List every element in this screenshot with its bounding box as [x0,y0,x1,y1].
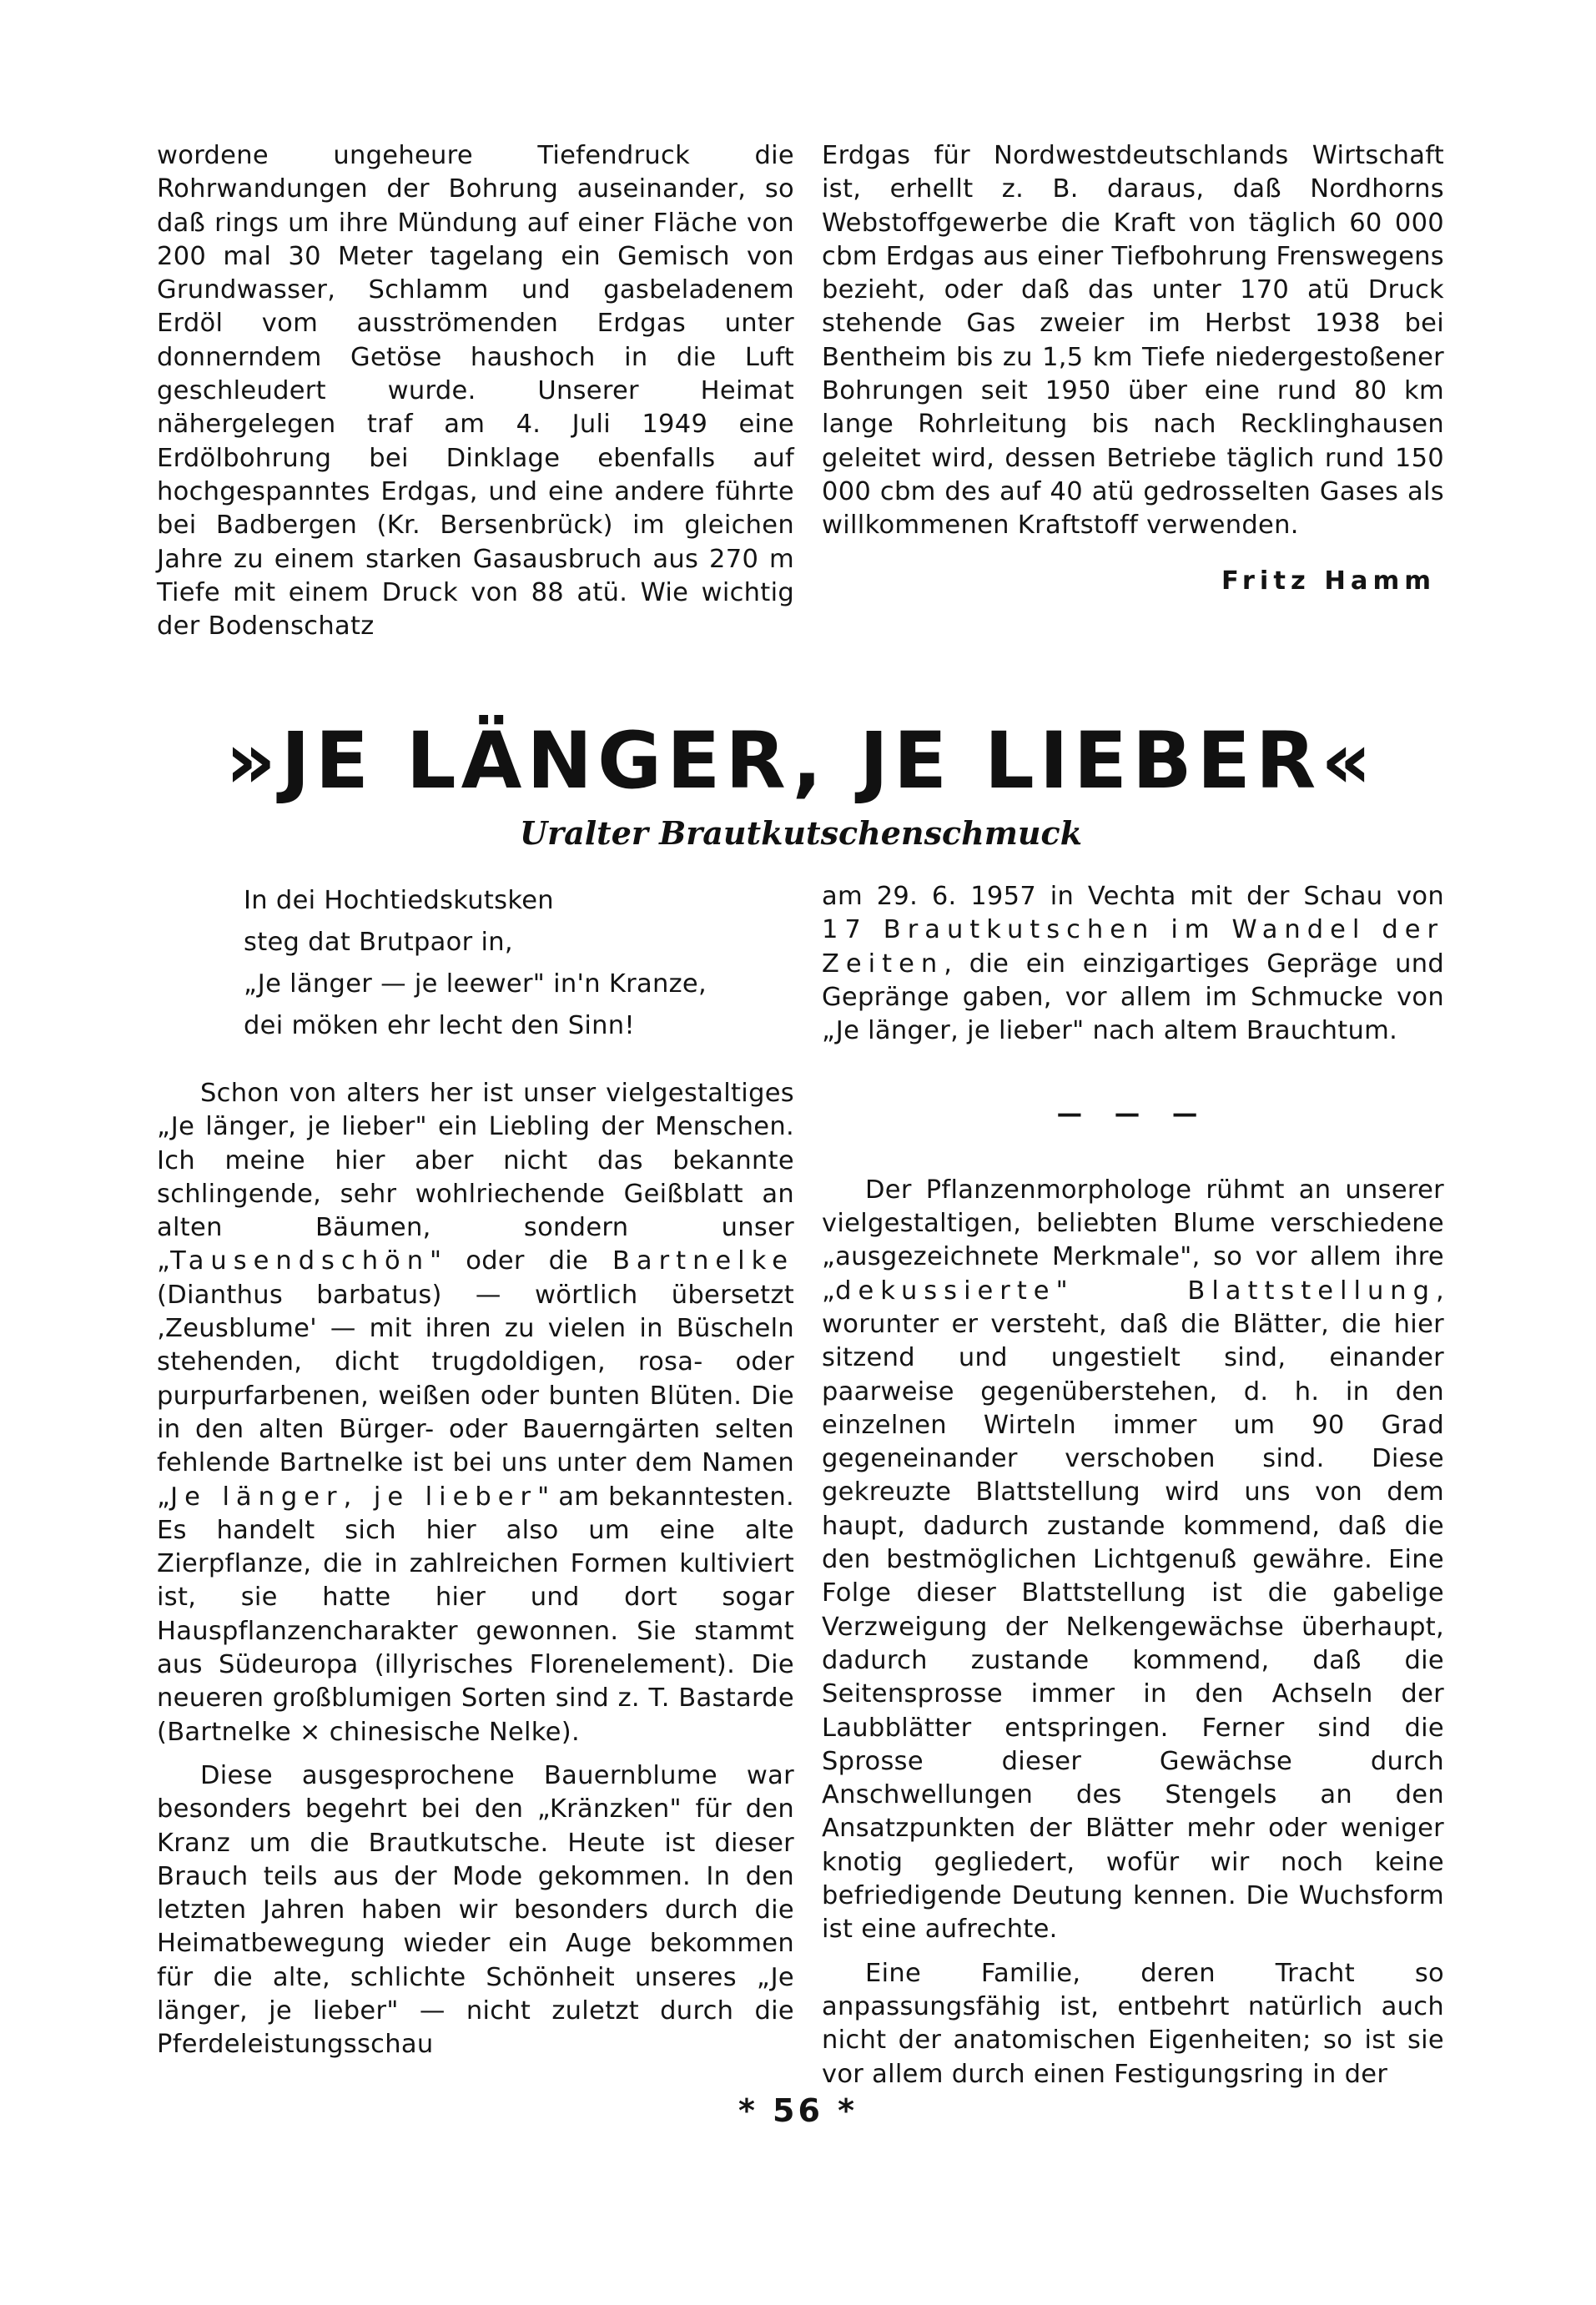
verse-line: In dei Hochtiedskutsken [244,886,554,915]
text-run: (Dianthus barbatus) — wörtlich übersetzt ‚Zeusblume' — mit ihren zu vielen in Büscheln stehenden, dicht trugdoldigen, rosa- oder purpurfarbenen, weißen oder bunten Blüten. Die in den alten Bürger- oder Bauerngärten selten fehlende Bartnelke ist bei uns unter dem Namen „ [157,1280,794,1512]
body-paragraph [157,1077,794,1749]
top-left-column [157,139,794,643]
verse-line: steg dat Brutpaor in, [244,928,513,957]
article-headline: »JE LÄNGER, JE LIEBER« [225,716,1377,807]
body-paragraph: Eine Familie, deren Tracht so anpassungsfähig ist, entbehrt natürlich auch nicht der anatomischen Eigenheiten; so ist sie vor allem durch einen Festigungsring in der [822,1958,1444,2089]
spaced-term: Bartnelke [612,1246,794,1276]
spaced-term: dekussierte [835,1276,1056,1306]
body-paragraph [822,1174,1444,1947]
text-run: Schon von alters her ist unser vielgestaltiges „Je länger, je lieber" ein Liebling der Menschen. Ich meine hier aber nicht das bekannte schlingende, sehr wohlriechende Geißblatt an alten Bäumen, sondern unser „ [157,1079,794,1276]
text-run: , worunter er versteht, daß die Blätter, die hier sitzend und ungestielt sind, einander paarweise gegenüberstehen, d. h. in den einzelnen Wirteln immer um 90 Grad gegeneinander verschoben sind. Diese gekreuzte Blattstellung wird uns von dem haupt, dadurch zustande kommend, daß die den bestmöglichen Lichtgenuß gewähre. Eine Folge dieser Blattstellung ist die gabelige Verzweigung der Nelkengewächse überhaupt, dadurch zustande kommend, daß die Seitensprosse immer in den Achseln der Laubblätter entspringen. Ferner sind die Sprosse dieser Gewächse durch Anschwellungen des Stengels an den Ansatzpunkten der Blätter mehr oder weniger knotig gegliedert, wofür wir noch keine befriedigende Deutung kennen. Die Wuchsform ist eine aufrechte. [822,1276,1444,1945]
text-run: " [1055,1276,1188,1306]
text-run: " oder die [430,1246,612,1276]
text-run: Der Pflanzenmorphologe rühmt an unserer vielgestaltigen, beliebten Blume verschiedene „ausgezeichnete Merkmale", so vor allem ihre „ [822,1175,1444,1306]
verse-line: „Je länger — je leewer" in'n Kranze, [244,969,707,999]
text-run: , die ein einzigartiges Gepräge und Gepränge gaben, vor allem im Schmucke von „Je länger, je lieber" nach altem Brauchtum. [822,949,1444,1046]
poem-verse [157,880,794,1047]
body-paragraph: Diese ausgesprochene Bauernblume war besonders begehrt bei den „Kränzken" für den Kranz um die Brautkutsche. Heute ist dieser Brauch teils aus der Mode gekommen. In den letzten Jahren haben wir besonders durch die Heimatbewegung wieder ein Auge bekommen für die alte, schlichte Schönheit unseres „Je länger, je lieber" — nicht zuletzt durch die Pferdeleistungsschau [157,1760,794,2060]
bottom-left-column [157,880,794,2062]
top-right-paragraph: Erdgas für Nordwestdeutschlands Wirtschaft ist, erhellt z. B. daraus, daß Nordhorns Webstoffgewerbe die Kraft von täglich 60 000 cbm Erdgas aus einer Tiefbohrung Frenswegens bezieht, oder daß das unter 170 atü Druck stehende Gas zweier im Herbst 1938 bei Bentheim bis zu 1,5 km Tiefe niedergestoßener Bohrungen seit 1950 über eine rund 80 km lange Rohrleitung bis nach Recklinghausen geleitet wird, dessen Betriebe täglich rund 150 000 cbm des auf 40 atü gedrosselten Gases als willkommenen Kraftstoff verwenden. [822,141,1444,541]
body-paragraph [822,880,1444,1048]
text-run: am 29. 6. 1957 in Vechta mit der Schau von [822,882,1444,911]
top-right-column [822,139,1444,598]
spaced-term: 17 Brautkutschen im Wandel der Zeiten [822,915,1444,979]
article-subtitle: Uralter Brautkutschenschmuck [519,814,1083,852]
verse-line: dei möken ehr lecht den Sinn! [244,1011,635,1040]
bottom-right-column [822,880,1444,2091]
spaced-term: Blattstellung [1187,1276,1436,1306]
spaced-term: Tausendschön [170,1246,430,1276]
spaced-term: Je länger, je lieber [170,1482,538,1512]
text-run: " am bekanntesten. Es handelt sich hier also um eine alte Zierpflanze, die in zahlreichen Formen kultiviert ist, sie hatte hier und dort sogar Hauspflanzencharakter gewonnen. Sie stammt aus Südeuropa (illyrisches Florenelement). Die neueren großblumigen Sorten sind z. T. Bastarde (Bartnelke × chinesische Nelke). [157,1482,794,1747]
top-left-paragraph: wordene ungeheure Tiefendruck die Rohrwandungen der Bohrung auseinander, so daß rings um ihre Mündung auf einer Fläche von 200 mal 30 Meter tagelang ein Gemisch von Grundwasser, Schlamm und gasbeladenem Erdöl vom ausströmenden Erdgas unter donnerndem Getöse haushoch in die Luft geschleudert wurde. Unserer Heimat nähergelegen traf am 4. Juli 1949 eine Erdölbohrung bei Dinklage ebenfalls auf hochgespanntes Erdgas, und eine andere führte bei Badbergen (Kr. Bersenbrück) im gleichen Jahre zu einem starken Gasausbruch aus 270 m Tiefe mit einem Druck von 88 atü. Wie wichtig der Bodenschatz [157,141,794,642]
author-signature: Fritz Hamm [1221,566,1436,596]
page-number: * 56 * [738,2092,858,2129]
section-divider: — — — [1056,1100,1210,1130]
